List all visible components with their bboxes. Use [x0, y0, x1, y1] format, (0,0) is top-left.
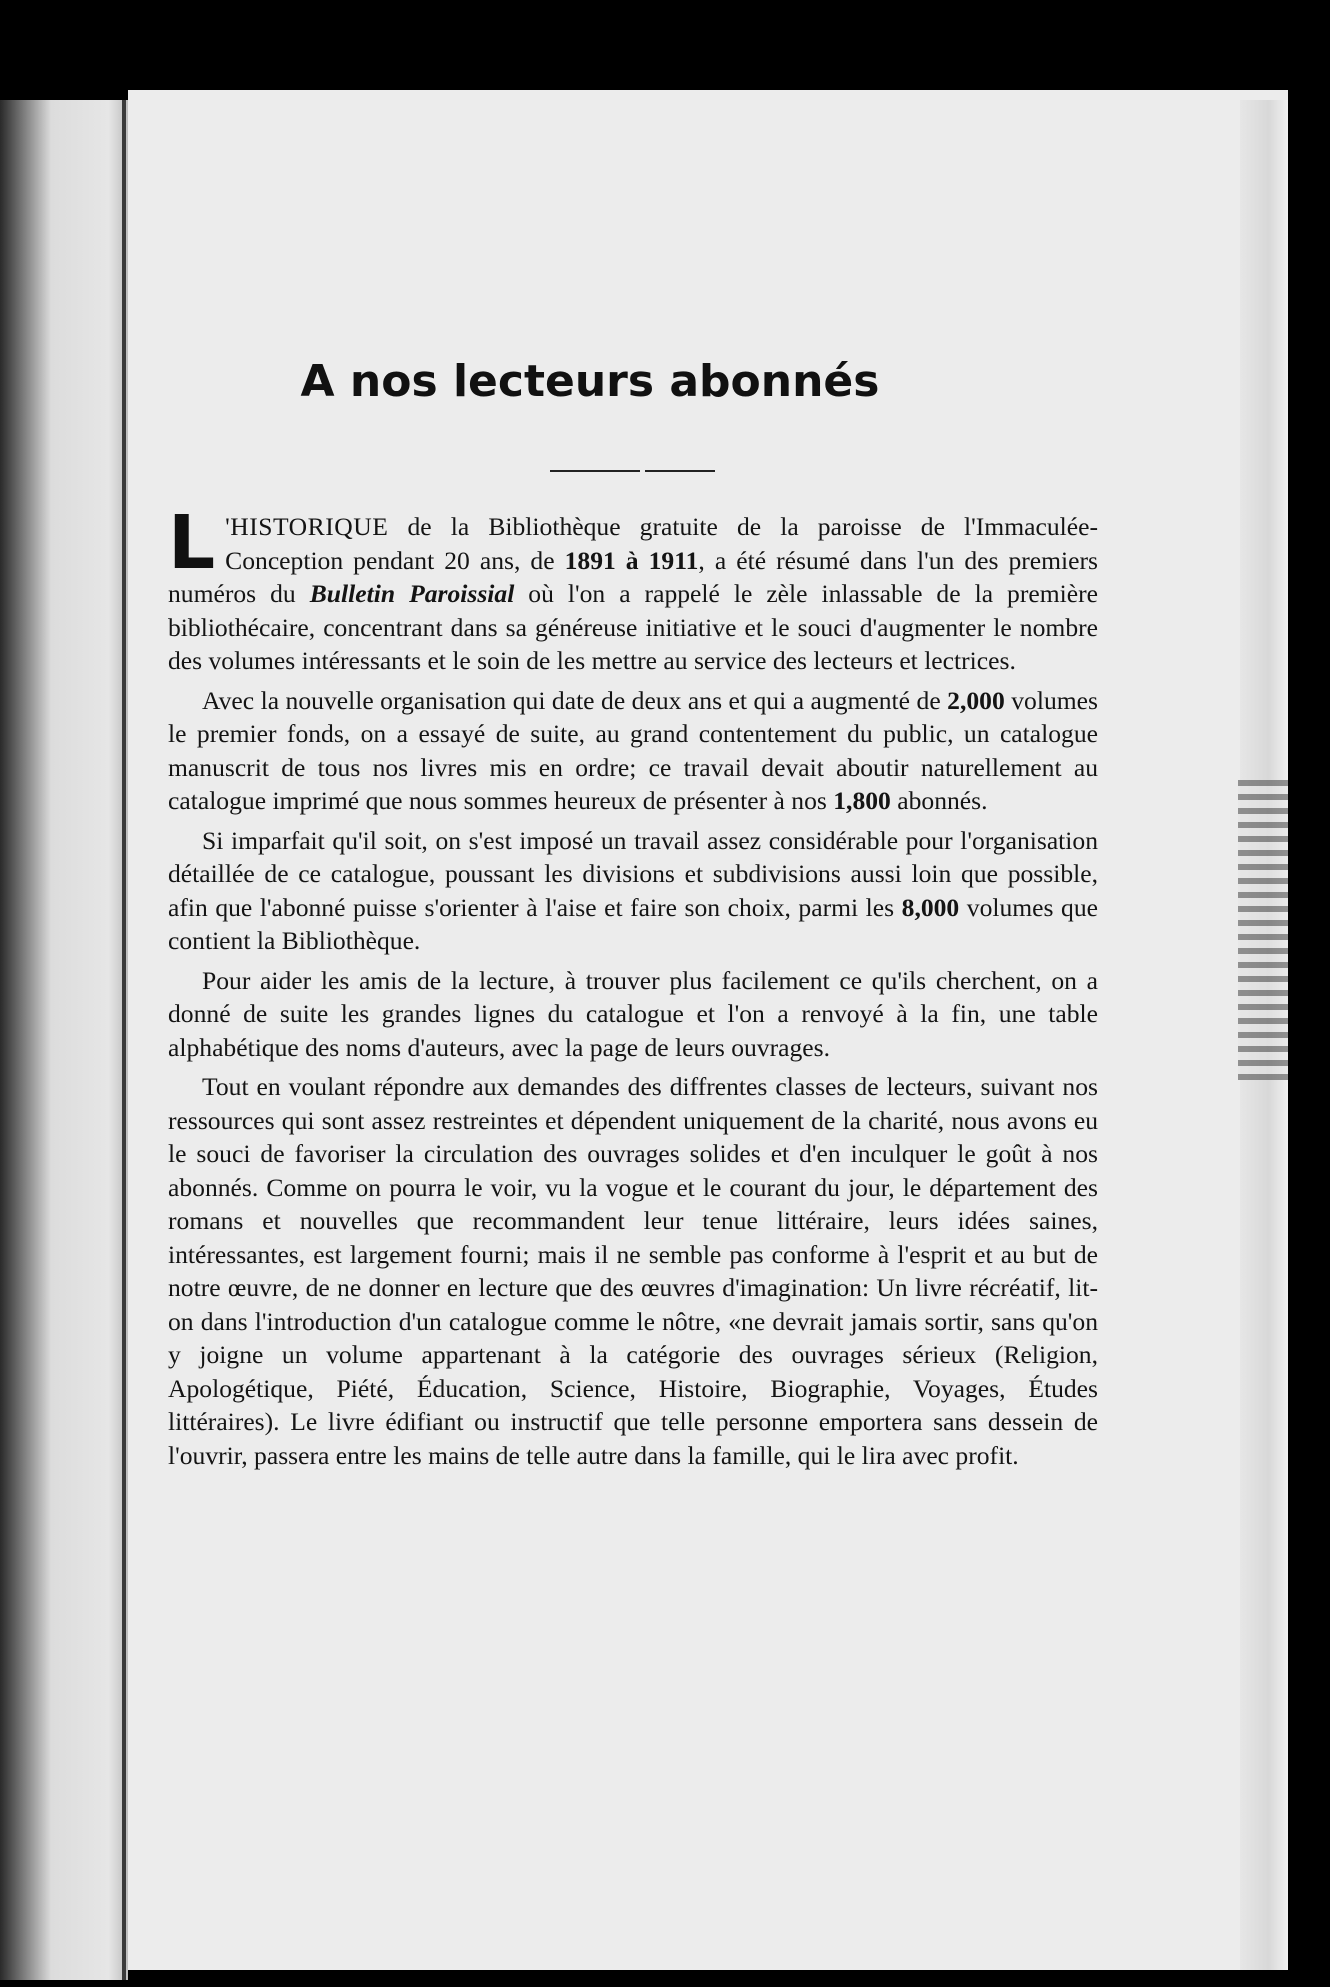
- paragraph-2-text-a: Avec la nouvelle organisation qui date de deux ans et qui a augmenté de: [202, 685, 948, 715]
- paragraph-5-text: Tout en voulant répondre aux demandes des diffrentes classes de lecteurs, suivant nos ressources qui sont assez restreintes et dépendent uniquement de la charité, nous avons eu le souci de favoriser la circulation des ouvrages solides et d'en inculquer le goût à nos abonnés. Comme on pourra le voir, vu la vogue et le courant du jour, le département des romans et nouvelles que recommandent leur tenue littéraire, leurs idées saines, intéressantes, est largement fourni; mais il ne semble pas conforme à l'esprit et au but de notre œuvre, de ne donner en lecture que des œuvres d'imagination: Un livre récréatif, lit-on dans l'introduction d'un catalogue comme le nôtre, «ne devrait jamais sortir, sans qu'on y joigne un volume appartenant à la catégorie des ouvrages sérieux (Religion, Apologétique, Piété, Éducation, Science, Histoire, Biographie, Voyages, Études littéraires). Le livre édifiant ou instructif que telle personne emportera sans dessein de l'ouvrir, passera entre les mains de telle autre dans la famille, qui le lira avec profit.: [168, 1072, 1098, 1470]
- paragraph-4-text: Pour aider les amis de la lecture, à trouver plus facilement ce qu'ils cherchent, on a donné de suite les grandes lignes du catalogue et l'on a renvoyé à la fin, une table alphabétique des noms d'auteurs, avec la page de leurs ouvrages.: [168, 965, 1098, 1062]
- article-body: [168, 500, 1099, 1478]
- title-rule-right: [645, 470, 715, 472]
- paragraph-3-volumes: 8,000: [901, 892, 960, 922]
- paragraph-5: [168, 1070, 1098, 1472]
- paragraph-1-text-b: , a été résumé dans l'un des premiers numéros du: [168, 545, 1099, 608]
- paragraph-2: [168, 684, 1098, 818]
- paragraph-1-text-c: où l'on a rappelé le zèle inlassable de la première bibliothécaire, concentrant dans sa généreuse initiative et le souci d'augmenter le nombre des volumes intéressants et le soin de les mettre au service des lecteurs et lectrices.: [168, 579, 1098, 675]
- paragraph-3: [168, 824, 1098, 958]
- drop-cap: L: [168, 500, 216, 586]
- paragraph-2-subscribers: 1,800: [833, 786, 891, 815]
- paragraph-2-volumes: 2,000: [947, 685, 1005, 715]
- paragraph-2-text-b: volumes le premier fonds, on a essayé de suite, au grand contentement du public, un catalogue manuscrit de tous nos livres mis en ordre; ce travail devait aboutir naturellement au catalogue imprimé que nous sommes heureux de présenter à nos: [168, 685, 1098, 815]
- page-title: A nos lecteurs abonnés: [300, 356, 880, 407]
- paragraph-1-lead: 'HISTORIQUE: [225, 512, 389, 541]
- edge-stamp-mark: [1238, 780, 1288, 1080]
- paragraph-1: [168, 500, 1099, 678]
- paragraph-3-text-b: volumes que contient la Bibliothèque.: [168, 892, 1098, 955]
- paragraph-1-years: 1891 à 1911: [564, 545, 699, 575]
- bulletin-title: Bulletin Paroissial: [309, 579, 515, 608]
- paragraph-3-text-a: Si imparfait qu'il soit, on s'est imposé un travail assez considérable pour l'organisation détaillée de ce catalogue, poussant les divisions et subdivisions aussi loin que possible, afin que l'abonné puisse s'orienter à l'aise et faire son choix, parmi les: [168, 825, 1098, 922]
- paragraph-2-text-c: abonnés.: [890, 786, 988, 815]
- paragraph-4: [168, 964, 1098, 1065]
- title-rule-left: [550, 470, 640, 472]
- paragraph-1-text-a: de la Bibliothèque gratuite de la paroisse de l'Immaculée-Conception pendant 20 ans, de: [225, 512, 1098, 575]
